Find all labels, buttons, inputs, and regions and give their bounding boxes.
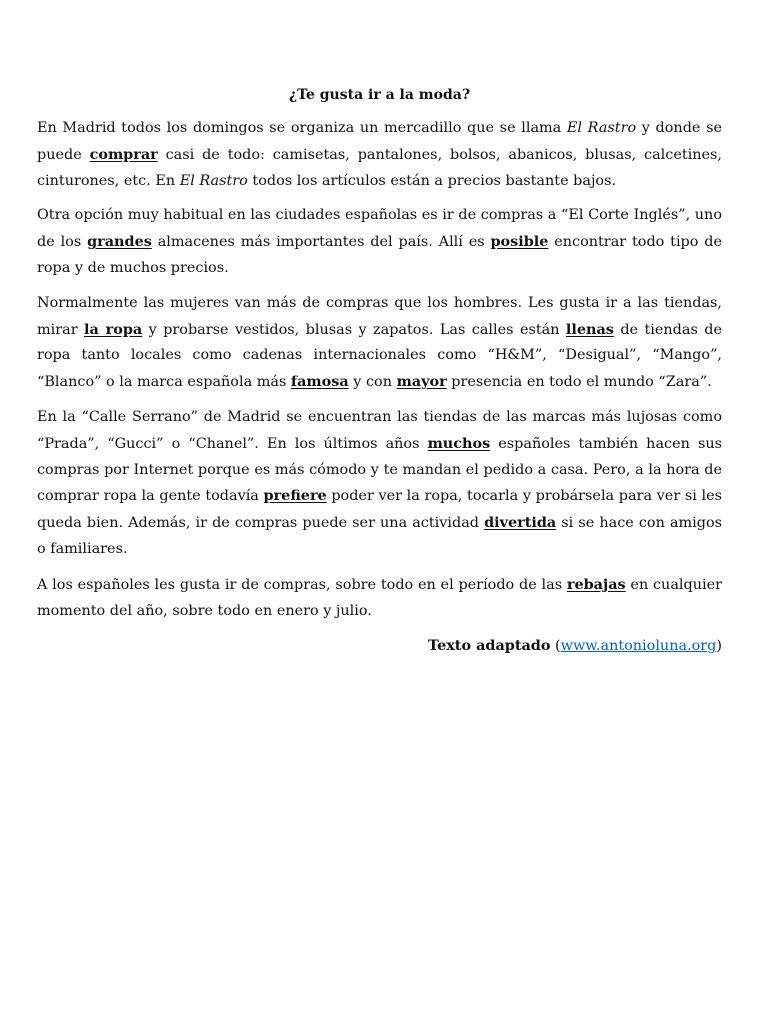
vocab-keyword: divertida <box>484 514 557 532</box>
document-page <box>37 84 722 660</box>
text-run: en cualquier momento del año, sobre todo en enero y julio. <box>37 576 722 619</box>
text-run: Otra opción muy habitual en las ciudades españolas es ir de compras a “El Corte Inglés”, uno de los <box>37 207 722 251</box>
document-title: ¿Te gusta ir a la moda? <box>288 87 471 103</box>
vocab-keyword: famosa <box>290 373 349 391</box>
text-run: En la “Calle Serrano” de Madrid se encuentran las tiendas de las marcas más lujosas como “Prada”, “Gucci” o “Chanel”. En los últimos años <box>37 408 722 452</box>
paragraph <box>37 116 722 194</box>
text-run: casi de todo: camisetas, pantalones, bolsos, abanicos, blusas, calcetines, cinturones, etc. En <box>37 146 722 189</box>
paragraph <box>37 291 722 396</box>
text-run: si se hace con amigos o familiares. <box>37 515 723 557</box>
text-run: presencia en todo el mundo “Zara”. <box>446 374 712 391</box>
vocab-keyword: grandes <box>87 233 152 251</box>
source-open-paren: ( <box>550 638 561 655</box>
paragraph <box>37 572 722 625</box>
text-run: y probarse vestidos, blusas y zapatos. Las calles están <box>142 321 566 338</box>
italic-name: El Rastro <box>566 120 637 136</box>
text-run: de tiendas de ropa tanto locales como cadenas internacionales como “H&M”, “Desigual”, “Mango”, “Blanco” o la marca española más <box>37 321 722 391</box>
text-run: todos los artículos están a precios bastante bajos. <box>247 172 617 189</box>
vocab-keyword: la ropa <box>84 320 143 338</box>
body-text <box>37 116 722 624</box>
text-run: y con <box>348 374 397 391</box>
text-run: encontrar todo tipo de ropa y de muchos precios. <box>37 234 722 276</box>
text-run: poder ver la ropa, tocarla y probársela para ver si les queda bien. Además, ir de compras puede ser una actividad <box>37 488 722 532</box>
vocab-keyword: mayor <box>396 373 447 391</box>
paragraph <box>37 405 722 563</box>
text-run: almacenes más importantes del país. Allí es <box>151 234 491 251</box>
text-run: españoles también hacen sus compras por Internet porque es más cómodo y te mandan el pedido a casa. Pero, a la hora de comprar ropa la gente todavía <box>37 435 722 505</box>
source-line <box>37 633 722 660</box>
vocab-keyword: prefiere <box>263 487 327 505</box>
italic-name: El Rastro <box>179 172 248 189</box>
source-link[interactable]: www.antonioluna.org <box>560 638 717 655</box>
vocab-keyword: posible <box>490 233 549 251</box>
text-run: En Madrid todos los domingos se organiza un mercadillo que se llama <box>37 120 567 136</box>
paragraph <box>37 203 722 281</box>
source-label: Texto adaptado <box>428 637 551 655</box>
text-run: y donde se puede <box>37 120 722 163</box>
vocab-keyword: muchos <box>427 434 491 452</box>
vocab-keyword: llenas <box>565 320 614 338</box>
vocab-keyword: comprar <box>89 145 158 163</box>
text-run: A los españoles les gusta ir de compras, sobre todo en el período de las <box>37 576 567 593</box>
source-close-paren: ) <box>716 638 722 655</box>
text-run: Normalmente las mujeres van más de compras que los hombres. Les gusta ir a las tiendas, mirar <box>37 294 722 338</box>
vocab-keyword: rebajas <box>566 575 626 593</box>
